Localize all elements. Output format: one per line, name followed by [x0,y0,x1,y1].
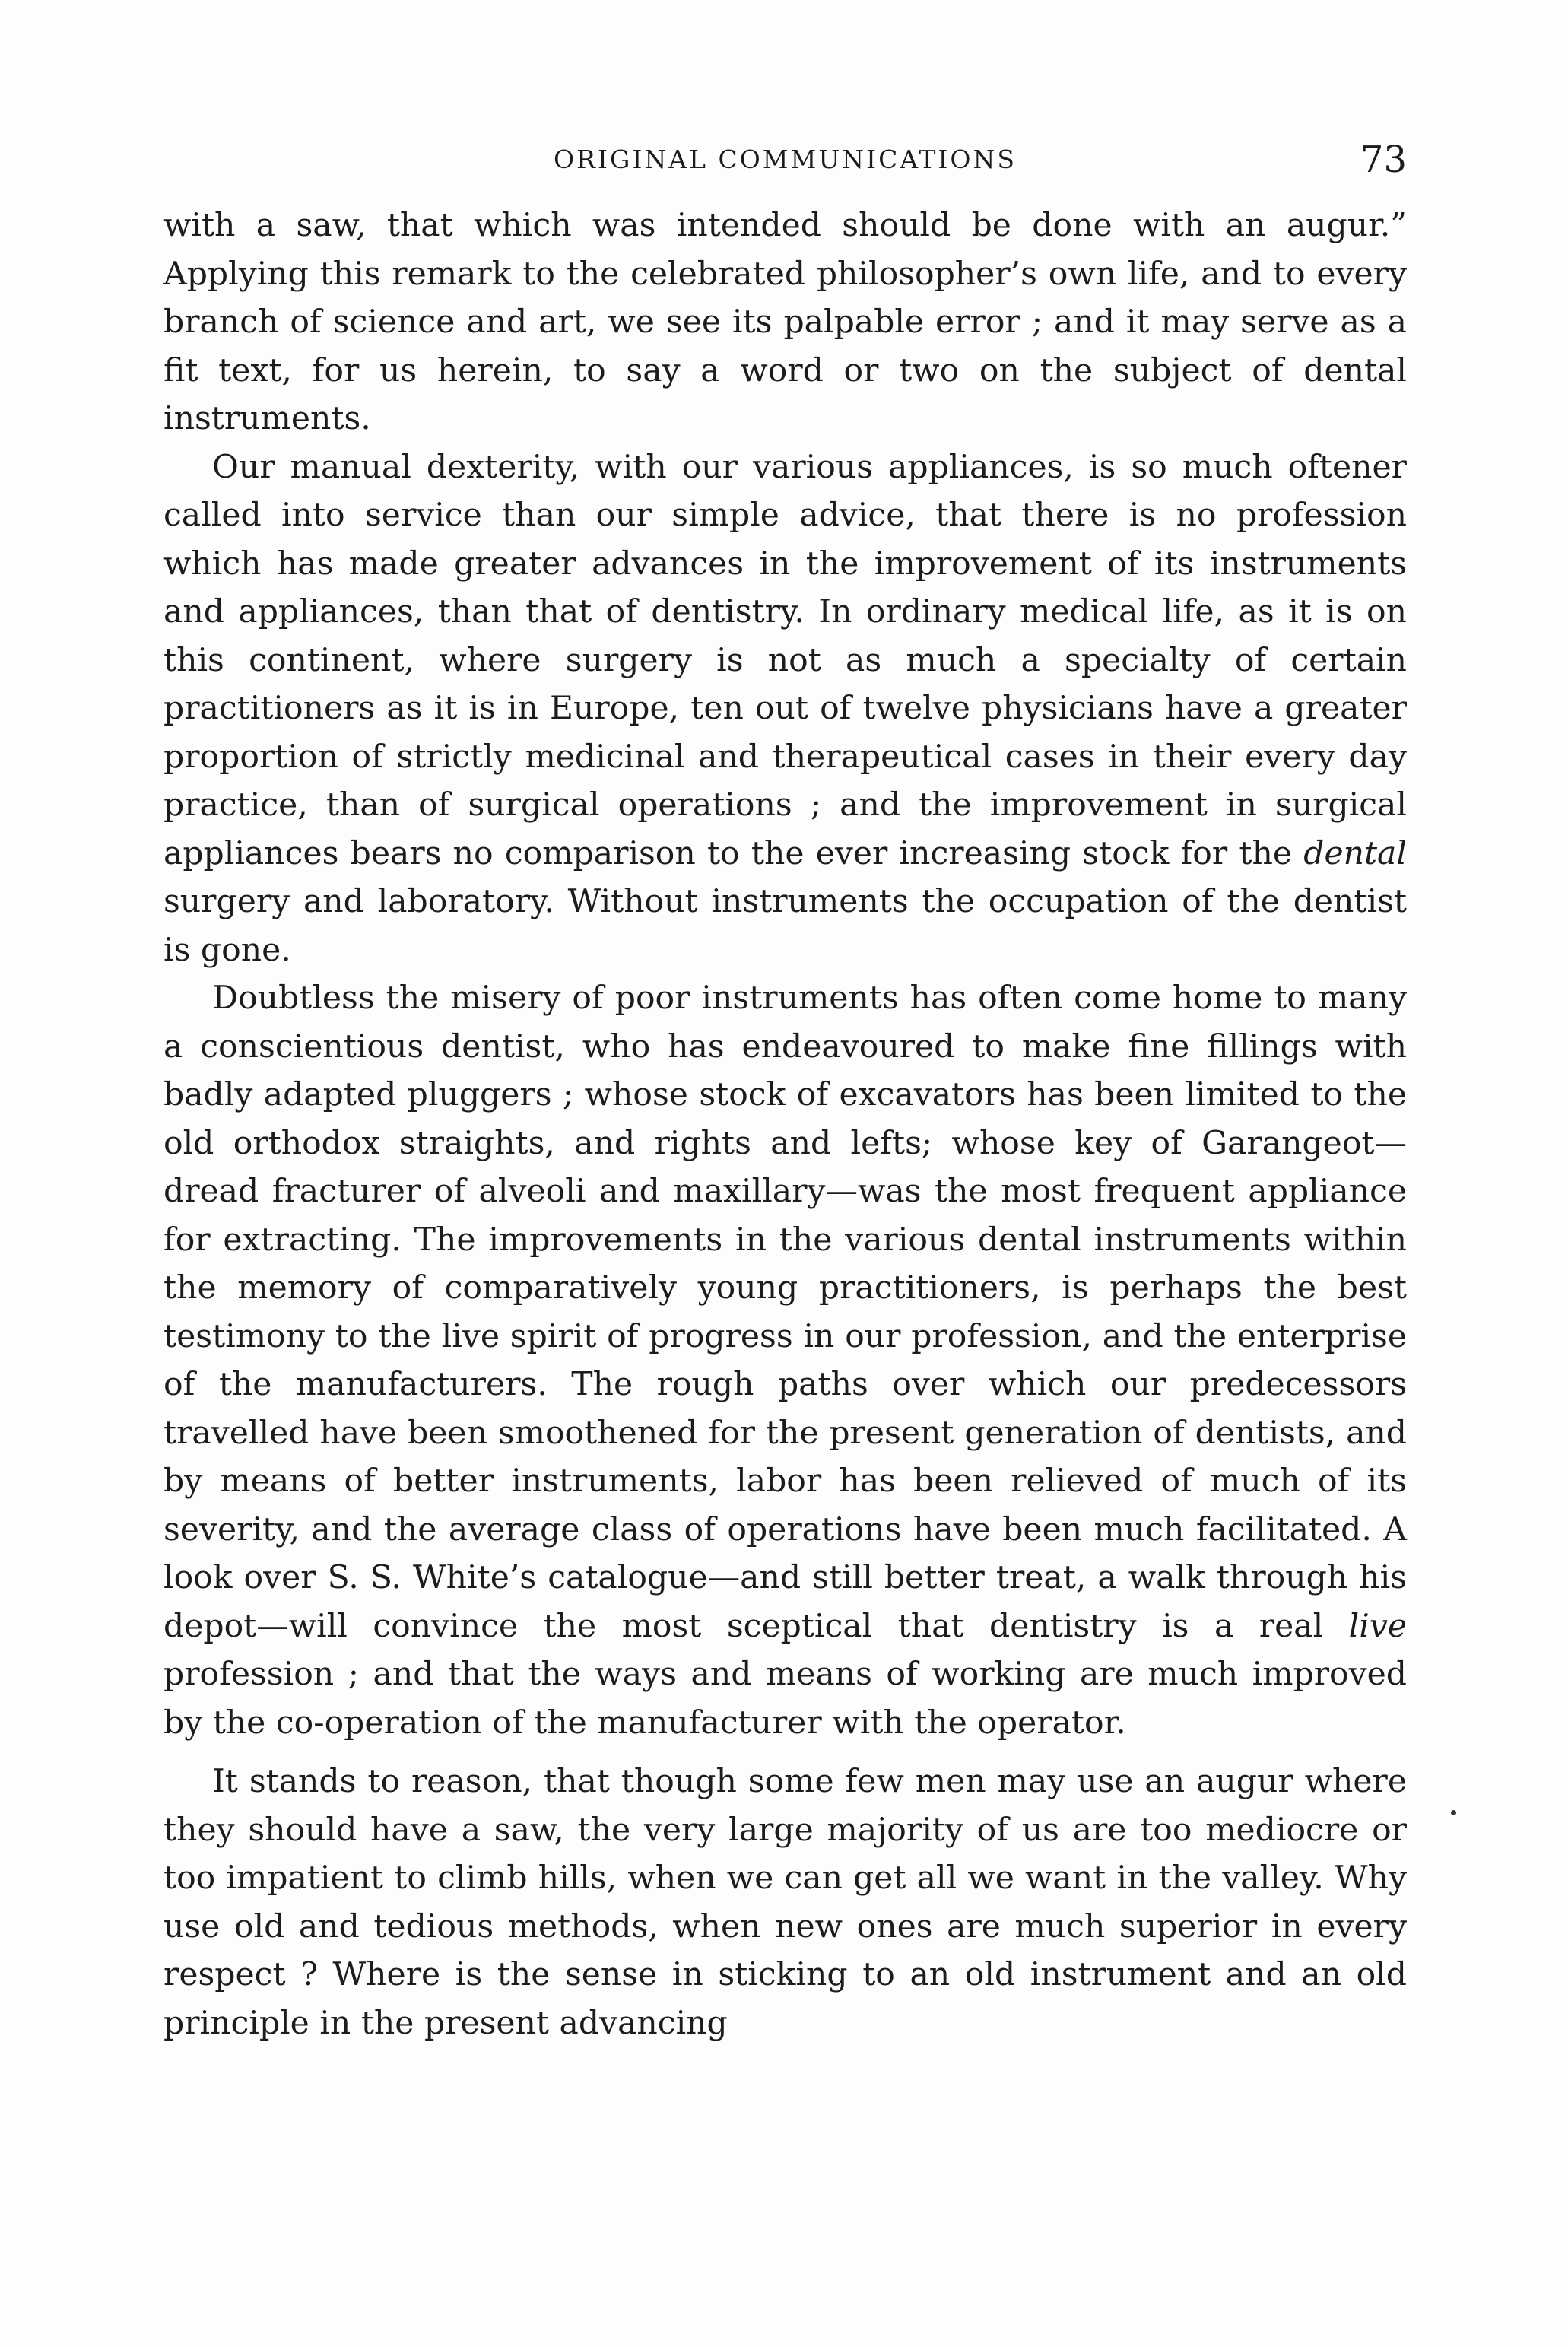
paragraph-3-text-b: profession ; and that the ways and means of working are much improved by the co-operation of the manufacturer with the operator. [163,1656,1407,1742]
paragraph-1-text: with a saw, that which was intended should be done with an augur.” Applying this remark to the celebrated philosopher’s own life, and to every branch of science and art, we see its palpable error ; and it may serve as a fit text, for us herein, to say a word or two on the subject of dental instruments. [163,207,1407,437]
paragraph-4 [163,1758,1407,2047]
paragraph-4-text: It stands to reason, that though some few men may use an augur where they should have a saw, the very large majority of us are too mediocre or too impatient to climb hills, when we can get all we want in the valley. Why use old and tedious methods, when new ones are much superior in every respect ? Where is the sense in sticking to an old instrument and an old principle in the present advancing [163,1763,1407,2042]
running-title: ORIGINAL COMMUNICATIONS [554,145,1017,174]
paragraph-2-italic-dental: dental [1303,834,1407,872]
paragraph-2-text-b: surgery and laboratory. Without instruments the occupation of the dentist is gone. [163,883,1407,969]
paragraph-2 [163,443,1407,975]
paragraph-3-text-a: Doubtless the misery of poor instruments has often come home to many a conscientious dentist, who has endeavoured to make fine fillings with badly adapted pluggers ; whose stock of excavators has been limited to the old orthodox straights, and rights and lefts; whose key of Garangeot—dread fracturer of alveoli and maxillary—was the most frequent appliance for extracting. The improvements in the various dental instruments within the memory of comparatively young practitioners, is perhaps the best testimony to the live spirit of progress in our profession, and the enterprise of the manufacturers. The rough paths over which our predecessors travelled have been smoothened for the present generation of dentists, and by means of better instruments, labor has been relieved of much of its severity, and the average class of operations have been much facilitated. A look over S. S. White’s catalogue—and still better treat, a walk through his depot—will convince the most sceptical that dentistry is a real [163,980,1407,1645]
paragraph-3 [163,974,1407,1747]
paragraph-1 [163,202,1407,443]
body-text [163,202,1407,2047]
ink-speck [1451,1810,1456,1815]
page-number: 73 [1360,138,1407,181]
paragraph-3-italic-live: live [1348,1607,1407,1645]
running-head [163,137,1407,183]
paragraph-2-text-a: Our manual dexterity, with our various appliances, is so much oftener called into service than our simple advice, that there is no profession which has made greater advances in the improvement of its instruments and appliances, than that of dentistry. In ordinary medical life, as it is on this continent, where surgery is not as much a specialty of certain practitioners as it is in Europe, ten out of twelve physicians have a greater proportion of strictly medicinal and therapeutical cases in their every day practice, than of surgical operations ; and the improvement in surgical appliances bears no comparison to the ever increasing stock for the [163,448,1407,872]
